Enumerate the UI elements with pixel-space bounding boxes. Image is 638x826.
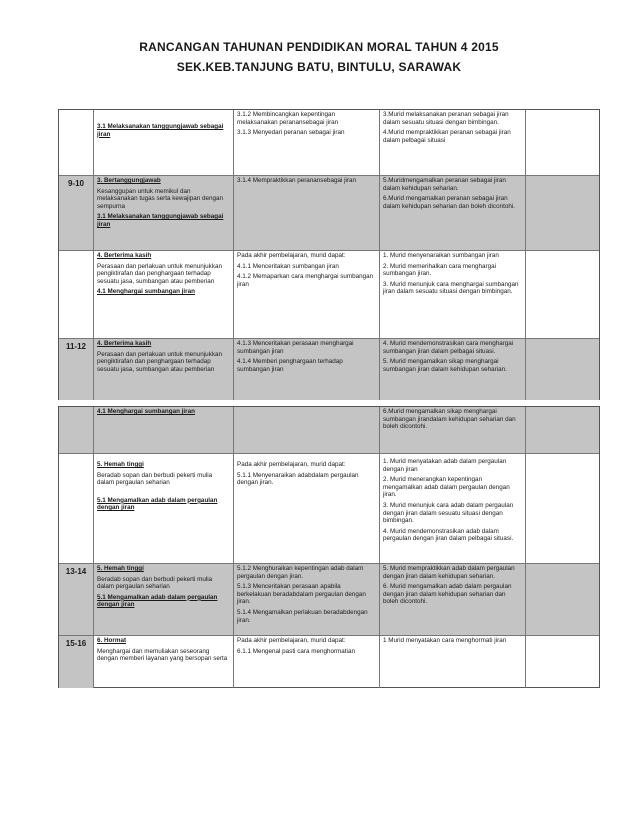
week-cell <box>59 110 93 175</box>
notes-cell <box>525 176 599 251</box>
performance-text: 4. Murid mendemonstrasikan adab dalam pergaulan dengan jiran dalam pelbagai situasi. <box>383 527 514 543</box>
objective-text: 4.1.3 Menceritakan perasaan menghargai sumbangan jiran <box>237 340 354 355</box>
notes-cell <box>525 339 599 400</box>
objective-text: 3.1.3 Menyedari peranan sebagai jiran <box>237 129 345 137</box>
objective-text: Pada akhir pembelajaran, murid dapat: <box>237 461 346 468</box>
objective-text: 4.1.1 Menceritakan sumbangan jiran <box>237 262 339 270</box>
standard-heading: 3.1 Melaksanakan tanggungjawab sebagai jiran <box>97 123 224 138</box>
value-heading: 5. Hemah tinggi <box>97 461 144 468</box>
value-heading: 4. Berterima kasih <box>97 252 152 259</box>
performance-cell <box>379 636 525 688</box>
week-cell <box>59 251 93 339</box>
value-heading: 4. Berterima kasih <box>97 340 152 347</box>
value-description: Beradab sopan dan berbudi pekerti mulia dalam pergaulan seharian <box>97 471 213 487</box>
performance-cell <box>379 564 525 636</box>
standard-heading: 5.1 Mengamalkan adab dalam pergaulan dengan jiran <box>97 496 218 512</box>
standard-heading: 4.1 Menghargai sumbangan jiran <box>97 288 195 296</box>
performance-text: 5. Murid mempraktikkan adab dalam pergaulan dengan jiran dalam kehidupan seharian. <box>383 565 515 580</box>
objective-text: 3.1.4 Mempraktikkan peranansebagai jiran <box>237 177 357 184</box>
table-row <box>59 407 599 453</box>
week-cell <box>59 407 93 453</box>
value-heading: 3. Bertanggungjawab <box>97 177 161 184</box>
objective-text: Pada akhir pembelajaran, murid dapat: <box>237 252 346 259</box>
value-heading: 5. Hemah tinggi <box>97 565 144 572</box>
week-cell: 13-14 <box>65 567 87 576</box>
notes-cell <box>525 454 599 564</box>
performance-cell <box>379 176 525 251</box>
value-heading: 6. Hormat <box>97 637 127 644</box>
table-row <box>59 453 599 564</box>
performance-text: 6.Murid mengamalkan peranan sebagai jiran dalam kehidupan seharian dan boleh dicontohi. <box>383 195 515 210</box>
performance-text: 3. Murid menunjuk cara adab dalam pergaulan dengan jiran dalam sesuatu situasi dengan bimbingan. <box>383 501 514 525</box>
plan-table-1 <box>58 109 600 400</box>
performance-cell <box>379 407 525 453</box>
performance-text: 4.Murid mempraktikkan peranan sebagai jiran dalam pelbagai situasi <box>383 129 511 144</box>
document-title: RANCANGAN TAHUNAN PENDIDIKAN MORAL TAHUN 4 2015 <box>139 40 499 54</box>
performance-text: 1 Murid menyatakan cara menghormati jiran <box>383 637 507 644</box>
objective-cell <box>233 454 379 564</box>
performance-text: 5.Muridmengamalkan peranan sebagai jiran dalam kehidupan seharian. <box>383 177 506 192</box>
notes-cell <box>525 636 599 688</box>
performance-text: 6. Murid mengamalkan adab dalam pergaulan dengan jiran dalam kehidupan seharian dan boleh dicontohi. <box>383 583 512 606</box>
value-description: Perasaan dan perlakuan untuk menunjukkan pengiktirafan dan penghargaan terhadap sesuatu jasa, sumbangan atau pemberian <box>97 262 222 285</box>
objective-cell <box>233 251 379 339</box>
table-row <box>59 250 599 339</box>
objective-text: 6.1.1 Mengenal pasti cara menghormatian <box>237 647 355 655</box>
objective-cell <box>233 110 379 175</box>
standard-heading: 3.1 Melaksanakan tanggungjawab sebagai jiran <box>97 213 224 228</box>
performance-text: 6.Murid mengamalkan sikap menghargai sumbangan jirandalam kehidupan seharian dan boleh dicontohi. <box>383 408 516 431</box>
school-subtitle: SEK.KEB.TANJUNG BATU, BINTULU, SARAWAK <box>176 60 462 74</box>
unit-cell <box>93 636 233 688</box>
performance-text: 5. Murid mengamalkan sikap menghargai sumbangan jiran dalam kehidupan seharian. <box>383 358 507 373</box>
objective-cell <box>233 176 379 251</box>
unit-cell <box>93 251 233 339</box>
performance-text: 4. Murid mendemonstrasikan cara menghargai sumbangan jiran dalam pelbagai situasi. <box>383 340 514 355</box>
objective-text: 5.1.4 Mengamalkan perlakuan beradabdengan jiran. <box>237 608 368 624</box>
performance-cell <box>379 110 525 175</box>
unit-cell <box>93 564 233 636</box>
table-row <box>59 110 599 175</box>
objective-cell <box>233 636 379 688</box>
objective-text: 5.1.3 Menceritakan perasaan apabila berkelakuan beradabdalam pergaulan dengan jiran. <box>237 583 366 606</box>
table-row <box>59 175 599 251</box>
performance-cell <box>379 454 525 564</box>
value-description: Beradab sopan dan berbudi pekerti mulia dalam pergaulan seharian <box>97 575 213 591</box>
objective-cell <box>233 564 379 636</box>
objective-text: Pada akhir pembelajaran, murid dapat: <box>237 637 346 644</box>
objective-text: 4.1.4 Memberi penghargaan terhadap sumbangan jiran <box>237 358 343 373</box>
standard-heading: 5.1 Mengamalkan adab dalam pergaulan dengan jiran <box>97 593 218 609</box>
table-row <box>59 563 599 636</box>
unit-cell <box>93 339 233 400</box>
performance-text: 2. Murid menerangkan kepentingan mengamalkan adab dalam pergaulan dengan jiran. <box>383 476 510 499</box>
unit-cell <box>93 110 233 175</box>
performance-cell <box>379 339 525 400</box>
unit-cell <box>93 407 233 453</box>
notes-cell <box>525 564 599 636</box>
week-cell: 9-10 <box>67 179 84 188</box>
standard-heading: 4.1 Menghargai sumbangan jiran <box>97 408 195 415</box>
week-cell <box>59 454 93 564</box>
unit-cell <box>93 176 233 251</box>
value-description: Kesanggupan untuk memikul dan melaksanakan tugas serta kewajipan dengan sempurna <box>97 187 224 210</box>
notes-cell <box>525 407 599 453</box>
objective-cell <box>233 407 379 453</box>
plan-table-2 <box>58 406 600 688</box>
objective-text: 5.1.2 Menghuraikan kepentingan adab dalam pergaulan dengan jiran. <box>237 565 364 580</box>
table-row <box>59 338 599 400</box>
value-description: Menghargai dan memuliakan seseorang dengan memberi layanan yang bersopan serta <box>97 647 228 663</box>
week-cell: 15-16 <box>59 636 93 688</box>
objective-cell <box>233 339 379 400</box>
week-cell: 11-12 <box>65 342 87 351</box>
notes-cell <box>525 251 599 339</box>
objective-text: 5.1.1 Menyenaraikan adabdalam pergaulan dengan jiran. <box>237 471 359 487</box>
objective-text: 4.1.2 Memaparkan cara menghargai sumbangan jiran <box>237 273 374 288</box>
objective-text: 3.1.2 Membincangkan kepentingan melaksanakan peranansebagai jiran <box>237 111 339 126</box>
table-row <box>59 635 599 688</box>
performance-text: 2. Murid memerihalkan cara menghargai sumbangan jiran. <box>383 262 497 278</box>
performance-cell <box>379 251 525 339</box>
unit-cell <box>93 454 233 564</box>
notes-cell <box>525 110 599 175</box>
performance-text: 3.Murid melaksanakan peranan sebagai jiran dalam sesuatu situasi dengan bimbingan. <box>383 111 509 126</box>
performance-text: 1. Murid menyenaraikan sumbangan jiran <box>383 252 499 259</box>
value-description: Perasaan dan perlakuan untuk menunjukkan pengiktirafan dan penghargaan terhadap sesuatu jasa, sumbangan atau pemberian <box>97 350 222 373</box>
performance-text: 1. Murid menyatakan adab dalam pergaulan dengan jiran <box>383 458 507 473</box>
performance-text: 3. Murid menunjuk cara menghargai sumbangan jiran dalam sesuatu situasi dengan bimbingan. <box>383 280 519 296</box>
